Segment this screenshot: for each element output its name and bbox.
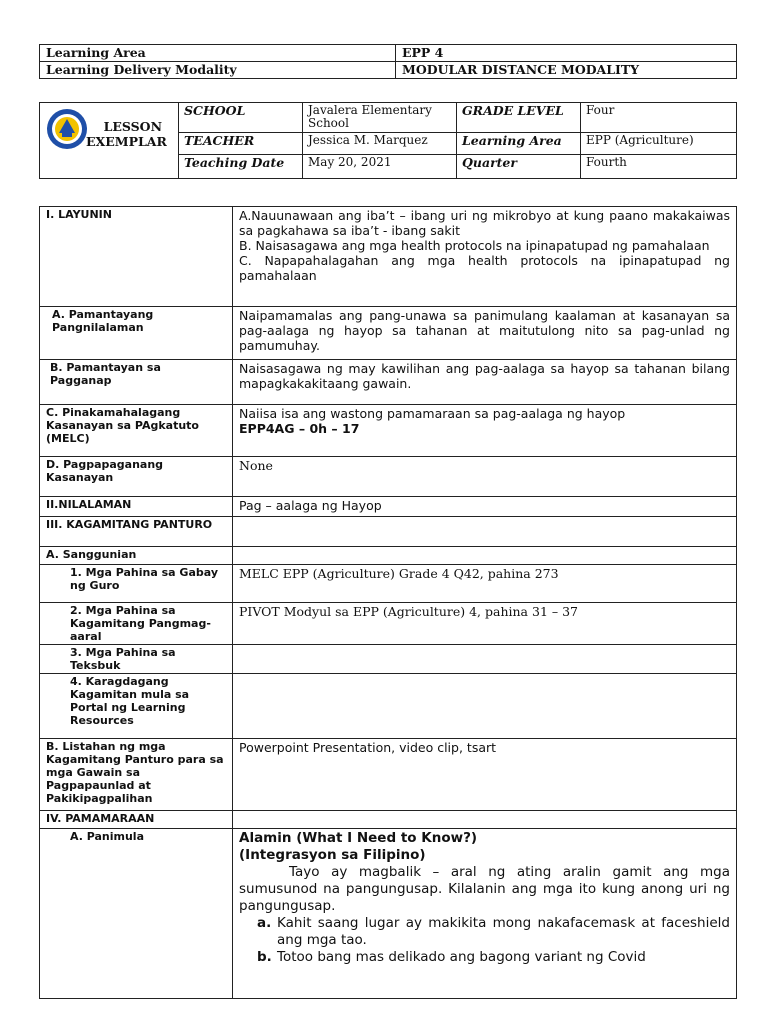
- kagamitang-aaral-value: PIVOT Modyul sa EPP (Agriculture) 4, pahina 31 – 37: [233, 603, 737, 645]
- logo-cell: [40, 103, 179, 179]
- table-row: [40, 517, 737, 547]
- modality-value: MODULAR DISTANCE MODALITY: [396, 62, 737, 79]
- melc-label: C. Pinakamahalagang Kasanayan sa PAgkatuto (MELC): [40, 405, 233, 457]
- date-label: Teaching Date: [179, 155, 303, 179]
- quarter-label: Quarter: [457, 155, 581, 179]
- table-row: [40, 360, 737, 405]
- gabay-label: 1. Mga Pahina sa Gabay ng Guro: [40, 565, 233, 603]
- teacher-label: TEACHER: [179, 133, 303, 155]
- school-info-table: [39, 102, 737, 179]
- pamamaraan-label: IV. PAMAMARAAN: [40, 811, 233, 829]
- item-b-letter: b.: [257, 949, 272, 965]
- table-row: [40, 645, 737, 674]
- layunin-a: A.Nauunawaan ang iba’t – ibang uri ng mikrobyo at kung paano makakaiwas sa pagkahawa sa iba’t - ibang sakit: [239, 208, 730, 238]
- pagpapaganang-value: None: [233, 457, 737, 497]
- panimula-cell: [233, 829, 737, 999]
- teacher-value: Jessica M. Marquez: [303, 133, 457, 155]
- area-value: EPP (Agriculture): [581, 133, 737, 155]
- table-row: [40, 207, 737, 307]
- melc-code: EPP4AG – 0h – 17: [239, 421, 360, 436]
- table-row: [40, 739, 737, 811]
- school-value: Javalera Elementary School: [303, 103, 457, 133]
- quarter-value: Fourth: [581, 155, 737, 179]
- item-a-letter: a.: [257, 915, 272, 931]
- alamin-title: Alamin (What I Need to Know?): [239, 830, 478, 846]
- table-row: [40, 405, 737, 457]
- list-item: [239, 915, 730, 949]
- integrasyon-label: (Integrasyon sa Filipino): [239, 847, 426, 863]
- table-row: [40, 829, 737, 999]
- learning-area-value: EPP 4: [396, 45, 737, 62]
- school-label: SCHOOL: [179, 103, 303, 133]
- grade-value: Four: [581, 103, 737, 133]
- pagganap-label: B. Pamantayan sa Pagganap: [40, 360, 233, 405]
- pagpapaganang-label: D. Pagpapaganang Kasanayan: [40, 457, 233, 497]
- learning-area-label: Learning Area: [40, 45, 396, 62]
- kagamitang-aaral-label: 2. Mga Pahina sa Kagamitang Pangmag-aaral: [40, 603, 233, 645]
- area-label: Learning Area: [457, 133, 581, 155]
- pamantayang-value: Naipamamalas ang pang-unawa sa panimulang kaalaman at kasanayan sa pag-aalaga ng hayop sa tahanan at maitutulong nito sa pag-unlad ng pamumuhay.: [233, 307, 737, 360]
- panimula-label: A. Panimula: [40, 829, 233, 999]
- pamantayang-label: A. Pamantayang Pangnilalaman: [40, 307, 233, 360]
- table-row: [40, 457, 737, 497]
- listahan-value: Powerpoint Presentation, video clip, tsart: [233, 739, 737, 811]
- grade-label: GRADE LEVEL: [457, 103, 581, 133]
- exemplar-line1: LESSON: [103, 119, 162, 134]
- item-a-text: Kahit saang lugar ay makikita mong nakafacemask at faceshield ang mga tao.: [277, 915, 730, 948]
- table-row: [40, 811, 737, 829]
- melc-cell: [233, 405, 737, 457]
- table-row: [40, 547, 737, 565]
- header-table: [39, 44, 737, 79]
- karagdagang-label: 4. Karagdagang Kagamitan mula sa Portal ng Learning Resources: [40, 674, 233, 739]
- nilalaman-value: Pag – aalaga ng Hayop: [233, 497, 737, 517]
- date-value: May 20, 2021: [303, 155, 457, 179]
- lesson-table: [39, 206, 737, 999]
- pagganap-value: Naisasagawa ng may kawilihan ang pag-aalaga sa hayop sa tahanan bilang mapagkakakitaang gawain.: [233, 360, 737, 405]
- intro-text: Tayo ay magbalik – aral ng ating aralin gamit ang mga sumusunod na pangungusap. Kilalanin ang mga ito kung anong uri ng pangungusap.: [239, 864, 730, 914]
- table-row: [40, 674, 737, 739]
- table-row: [40, 565, 737, 603]
- table-row: [40, 603, 737, 645]
- exemplar-line2: EXEMPLAR: [86, 134, 167, 149]
- melc-value: Naiisa isa ang wastong pamamaraan sa pag-aalaga ng hayop: [239, 406, 626, 421]
- item-b-text: Totoo bang mas delikado ang bagong variant ng Covid: [277, 949, 646, 965]
- layunin-b: B. Naisasagawa ang mga health protocols na ipinapatupad ng pamahalaan: [239, 238, 710, 253]
- table-row: [40, 497, 737, 517]
- kagamitang-label: III. KAGAMITANG PANTURO: [40, 517, 233, 547]
- layunin-cell: [233, 207, 737, 307]
- list-item: [239, 949, 730, 966]
- layunin-c: C. Napapahalagahan ang mga health protocols na ipinapatupad ng pamahalaan: [239, 253, 730, 283]
- teksbuk-label: 3. Mga Pahina sa Teksbuk: [40, 645, 233, 674]
- table-row: [40, 307, 737, 360]
- modality-label: Learning Delivery Modality: [40, 62, 396, 79]
- nilalaman-label: II.NILALAMAN: [40, 497, 233, 517]
- sanggunian-label: A. Sanggunian: [40, 547, 233, 565]
- layunin-label: I. LAYUNIN: [40, 207, 233, 307]
- deped-school-seal-icon: [45, 107, 89, 151]
- gabay-value: MELC EPP (Agriculture) Grade 4 Q42, pahina 273: [233, 565, 737, 603]
- listahan-label: B. Listahan ng mga Kagamitang Panturo para sa mga Gawain sa Pagpapaunlad at Pakikipagpalihan: [40, 739, 233, 811]
